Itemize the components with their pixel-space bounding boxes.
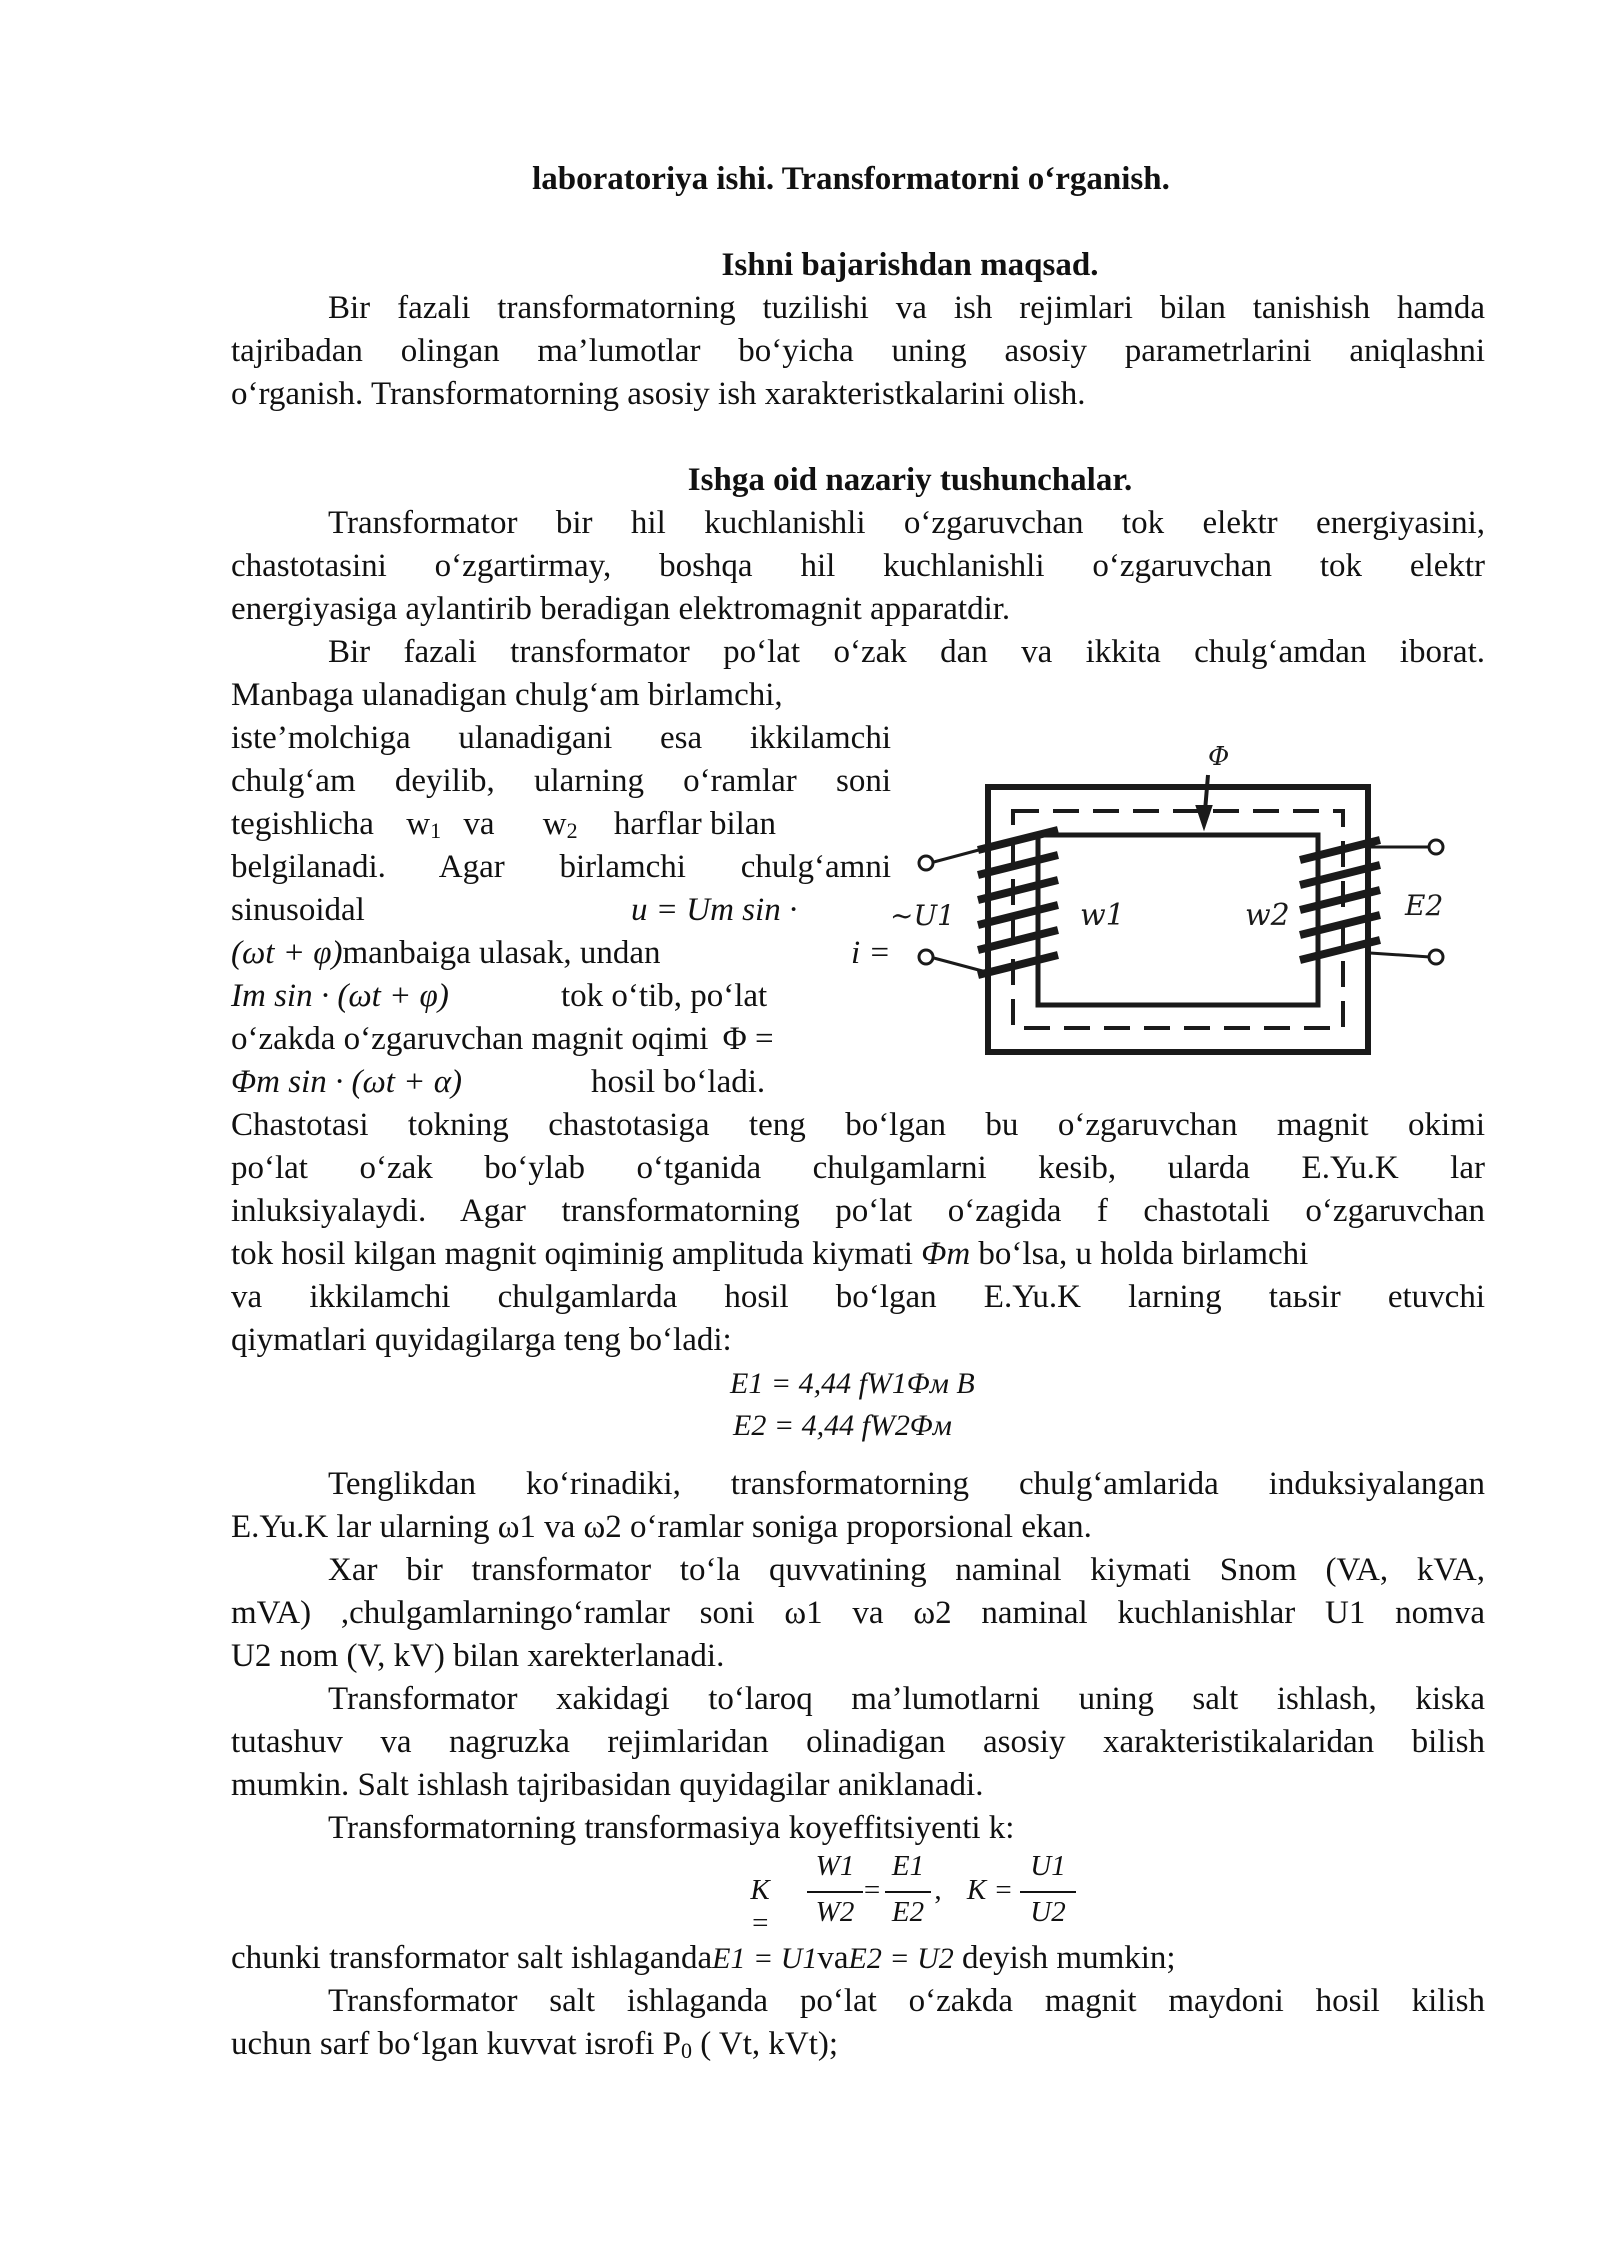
paragraph-emf-line: va ikkilamchi chulgamlarda hosil bo‘lgan E.Yu.K larning taьsir etuvchi (231, 1279, 1485, 1315)
paragraph-modes-line: mumkin. Salt ishlash tajribasidan quyidagilar aniklanadi. (231, 1767, 984, 1803)
paragraph-salt-line: chunki transformator salt ishlagandaE1 = U1vaE2 = U2 deyish mumkin; (231, 1940, 1176, 1976)
paragraph-math-line: sinusoidal u = Um sin · (231, 888, 891, 932)
paragraph-theory-line: Transformator bir hil kuchlanishli o‘zgaruvchan tok elektr energiyasini, (328, 505, 1485, 541)
document-page: laboratoriya ishi. Transformatorni o‘rganish. Ishni bajarishdan maqsad. Bir fazali transformatorning tuzilishi va ish rejimlari bilan tanishish hamda tajribadan olingan ma’lumotlar bo‘yicha uning asosiy parametrlarini aniqlashni o‘rganish. Transformatorning asosiy ish xarakteristkalarini olish. Ishga oid nazariy tushunchalar. Transformator bir hil kuchlanishli o‘zgaruvchan tok elektr energiyasini, chastotasini o‘zgartirmay, boshqa hil kuchlanishli o‘zgaruvchan tok elektr energiyasiga aylantirib beradigan elektromagnit apparatdir. Bir fazali transformator po‘lat o‘zak dan va ikkita chulg‘amdan iborat. Manbaga ulanadigan chulg‘am birlamchi, iste’molchiga ulanadigani esa ikkilamchi chulg‘am deyilib, ularning o‘ramlar soni tegishlicha w1 va w2 harflar bilan belgilanadi. Agar birlamchi chulg‘amni sinusoidal u = Um sin · (ωt + φ)manbaiga ulasak, undan i = Im sin · (ωt + φ) tok o‘tib, po‘lat o‘zakda o‘zgaruvchan magnit oqimi Φ = Φm sin · (ωt + α) hosil bo‘ladi. Chastotasi tokning chastotasiga teng bo‘lgan bu o‘zgaruvchan magnit okimi po‘lat o‘zak bo‘ylab o‘tganida chulgamlarni kesib, ularda E.Yu.K lar inluksiyalaydi. Agar transformatorning po‘lat o‘zagida f chastotali o‘zgaruvchan tok hosil kilgan magnit oqiminig amplituda kiymati Φm bo‘lsa, u holda birlamchi va ikkilamchi chulgamlarda hosil bo‘lgan E.Yu.K larning taьsir etuvchi qiymatlari quyidagilarga teng bo‘ladi: E1 = 4,44 fW1Φм B E2 = 4,44 fW2Φм Tenglikdan ko‘rinadiki, transformatorning chulg‘amlarida induksiyalangan E.Yu.K lar ularning ω1 va ω2 o‘ramlar soniga proporsional ekan. Xar bir transformator to‘la quvvatining naminal kiymati Snom (VA, kVA, mVA) ,chulgamlarningo‘ramlar soni ω1 va ω2 naminal kuchlanishlar U1 nomva U2 nom (V, kV) bilan xarekterlanadi. Transformator xakidagi to‘laroq ma’lumotlarni uning salt ishlash, kiska tutashuv va nagruzka rejimlaridan olinadigan asosiy xarakteristikalaridan bilish mumkin. Salt ishlash tajribasidan quyidagilar aniklanadi. Transformatorning transformasiya koyeffitsiyenti k: K = W1 W2 = E1 E2 , K = U1 U2 chunki transformator salt ishlagandaE1 = U1vaE2 = U2 deyish mumkin; Transformator salt ishlaganda po‘lat o‘zakda magnit maydoni hosil kilish uchun sarf bo‘lgan kuvvat isrofi P0 ( Vt, kVt); Φ ~U1 E2 w1 w2 (0, 0, 1600, 2263)
paragraph-math-line: Φm sin · (ωt + α) hosil bo‘ladi. (231, 1064, 766, 1100)
math-expression: Φm (921, 1236, 971, 1272)
paragraph-emf-line: qiymatlari quyidagilarga teng bo‘ladi: (231, 1322, 732, 1358)
paragraph-math-line: (ωt + φ)manbaiga ulasak, undan i = (231, 931, 891, 975)
paragraph-construction-line: iste’molchiga ulanadigani esa ikkilamchi (231, 720, 891, 756)
u1-label: ~U1 (890, 899, 955, 932)
paragraph-nominal-line: Xar bir transformator to‘la quvvatining naminal kiymati Snom (VA, kVA, (328, 1552, 1485, 1588)
paragraph-emf-line: tok hosil kilgan magnit oqiminig amplituda kiymati Φm bo‘lsa, u holda birlamchi (231, 1236, 1309, 1272)
paragraph-loss-line: Transformator salt ishlaganda po‘lat o‘zakda magnit maydoni hosil kilish (328, 1983, 1485, 2019)
phi-label: Φ (1208, 742, 1230, 772)
paragraph-loss-line: uchun sarf bo‘lgan kuvvat isrofi P0 ( Vt, kVt); (231, 2026, 839, 2063)
flux-arrow-icon (1198, 775, 1210, 825)
math-expression: u = Um sin · (631, 892, 798, 928)
paragraph-modes-line: Transformator xakidagi to‘laroq ma’lumotlarni uning salt ishlash, kiska (328, 1681, 1485, 1717)
paragraph-emf-line: Chastotasi tokning chastotasiga teng bo‘lgan bu o‘zgaruvchan magnit okimi (231, 1107, 1485, 1143)
paragraph-construction-line: belgilanadi. Agar birlamchi chulg‘amni (231, 849, 891, 885)
core-outer-outline (988, 787, 1368, 1052)
paragraph-math-line: o‘zakda o‘zgaruvchan magnit oqimi Φ = (231, 1021, 774, 1057)
math-expression: Im sin · (ωt + φ) (231, 978, 449, 1014)
section-heading-goal: Ishni bajarishdan maqsad. (721, 247, 1099, 283)
paragraph-construction-line: Bir fazali transformator po‘lat o‘zak dan va ikkita chulg‘amdan iborat. (328, 634, 1485, 670)
paragraph-emf-line: po‘lat o‘zak bo‘ylab o‘tganida chulgamlarni kesib, ularda E.Yu.K lar (231, 1150, 1485, 1186)
paragraph-construction-line: Manbaga ulanadigan chulg‘am birlamchi, (231, 677, 783, 713)
math-expression: Φ = (722, 1021, 774, 1057)
w2-symbol: w2 (542, 806, 578, 843)
windings-text: va (463, 806, 495, 842)
windings-text: harflar bilan (613, 806, 776, 842)
paragraph-goal-line: Bir fazali transformatorning tuzilishi va ish rejimlari bilan tanishish hamda (328, 290, 1485, 326)
math-expression: i = (851, 935, 891, 971)
w1-label: w1 (1080, 898, 1125, 933)
math-expression: E1 = U1 (712, 1942, 818, 1975)
document-title: laboratoriya ishi. Transformatorni o‘rganish. (532, 161, 1170, 197)
paragraph-goal-line: tajribadan olingan ma’lumotlar bo‘yicha uning asosiy parametrlarini aniqlashni (231, 333, 1485, 369)
paragraph-proportional-line: E.Yu.K lar ularning ω1 va ω2 o‘ramlar soniga proporsional ekan. (231, 1509, 1092, 1545)
e2-label: E2 (1405, 889, 1444, 922)
flux-path-dashed (1013, 811, 1343, 1028)
paragraph-goal-line: o‘rganish. Transformatorning asosiy ish xarakteristkalarini olish. (231, 376, 1086, 412)
paragraph-modes-line: tutashuv va nagruzka rejimlaridan olinadigan asosiy xarakteristikalaridan bilish (231, 1724, 1485, 1760)
paragraph-construction-line: chulg‘am deyilib, ularning o‘ramlar soni (231, 763, 891, 799)
section-heading-theory: Ishga oid nazariy tushunchalar. (687, 462, 1133, 498)
math-expression: E2 = U2 (848, 1942, 954, 1975)
equation-e2: E2 = 4,44 fW2Φм (733, 1409, 952, 1442)
equation-e1: E1 = 4,44 fW1Φм B (730, 1367, 975, 1400)
paragraph-math-line: Im sin · (ωt + φ) tok o‘tib, po‘lat (231, 978, 768, 1014)
w2-label: w2 (1245, 898, 1290, 933)
transformer-diagram (890, 735, 1450, 1070)
paragraph-proportional-line: Tenglikdan ko‘rinadiki, transformatorning chulg‘amlarida induksiyalangan (328, 1466, 1485, 1502)
paragraph-nominal-line: mVA) ,chulgamlarningo‘ramlar soni ω1 va ω2 naminal kuchlanishlar U1 nomva (231, 1595, 1485, 1631)
paragraph-nominal-line: U2 nom (V, kV) bilan xarekterlanadi. (231, 1638, 725, 1674)
paragraph-theory-line: chastotasini o‘zgartirmay, boshqa hil kuchlanishli o‘zgaruvchan tok elektr (231, 548, 1485, 584)
w1-symbol: w1 (406, 806, 442, 843)
paragraph-emf-line: inluksiyalaydi. Agar transformatorning po‘lat o‘zagida f chastotali o‘zgaruvchan (231, 1193, 1485, 1229)
paragraph-coefficient-line: Transformatorning transformasiya koyeffitsiyenti k: (328, 1810, 1015, 1846)
math-expression: (ωt + φ) (231, 935, 343, 971)
windings-text: tegishlicha (231, 806, 374, 842)
paragraph-theory-line: energiyasiga aylantirib beradigan elektromagnit apparatdir. (231, 591, 1011, 627)
math-expression: Φm sin · (ωt + α) (231, 1064, 462, 1100)
